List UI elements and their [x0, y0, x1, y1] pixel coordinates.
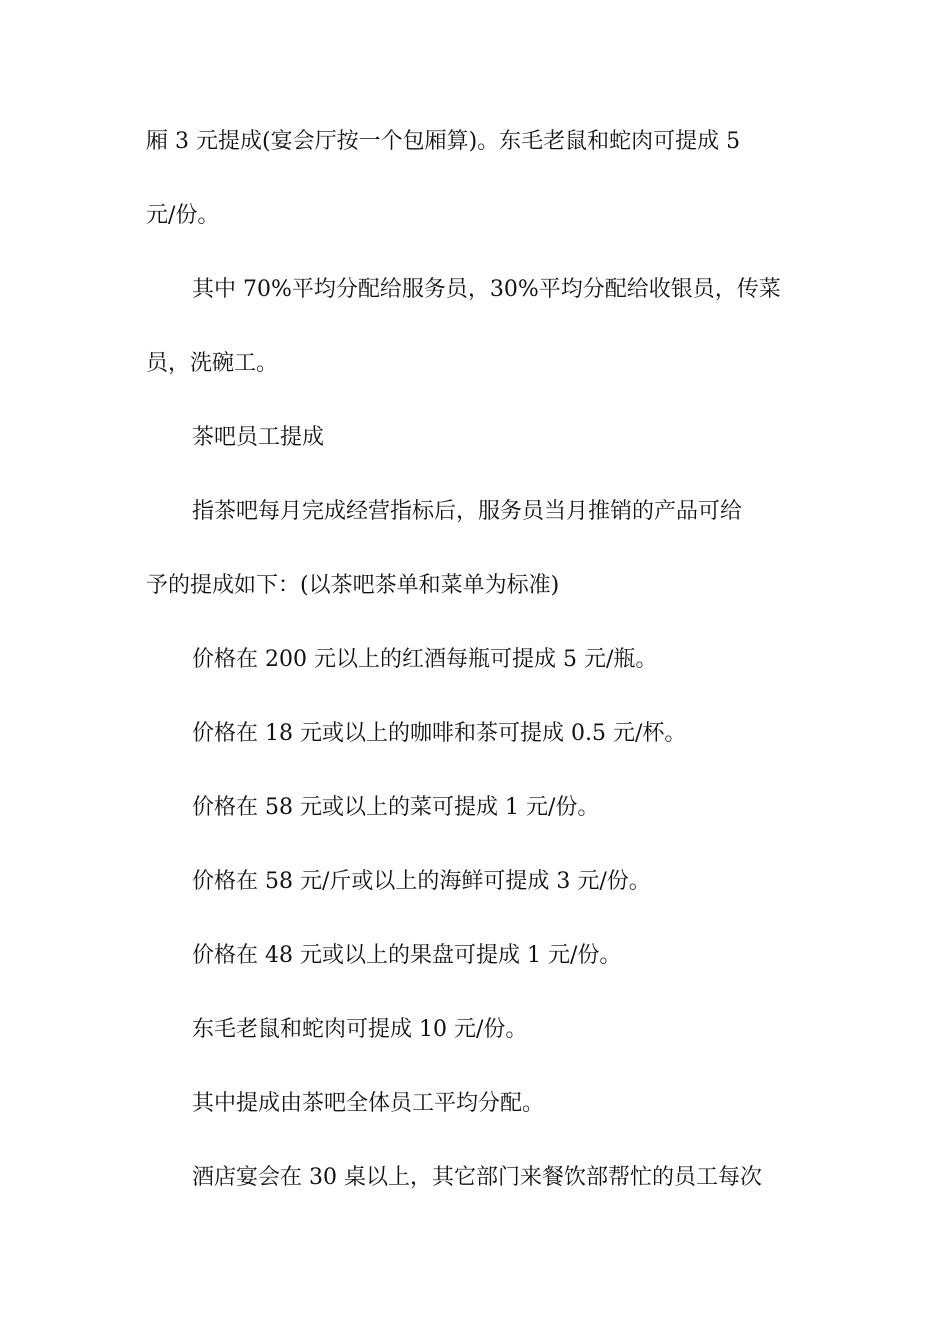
text-line: 茶吧员工提成 [192, 425, 325, 450]
text-line: 厢 3 元提成(宴会厅按一个包厢算)。东毛老鼠和蛇肉可提成 5 [146, 129, 741, 154]
paragraph-4 [146, 500, 810, 648]
text-line: 价格在 48 元或以上的果盘可提成 1 元/份。 [192, 943, 622, 968]
text-line: 价格在 18 元或以上的咖啡和茶可提成 0.5 元/杯。 [192, 721, 687, 746]
text-line: 元/份。 [146, 203, 220, 228]
text-line: 东毛老鼠和蛇肉可提成 10 元/份。 [192, 1017, 528, 1042]
paragraph-1 [146, 130, 810, 278]
text-line: 指茶吧每月完成经营指标后，服务员当月推销的产品可给 [192, 499, 743, 524]
paragraph-8 [146, 870, 810, 944]
paragraph-11 [146, 1092, 810, 1166]
text-line: 价格在 58 元或以上的菜可提成 1 元/份。 [192, 795, 600, 820]
text-line: 价格在 200 元以上的红酒每瓶可提成 5 元/瓶。 [192, 647, 658, 672]
document-body [146, 130, 810, 1240]
text-line: 其中 70%平均分配给服务员，30%平均分配给收银员，传菜 [192, 277, 781, 302]
paragraph-10 [146, 1018, 810, 1092]
paragraph-5 [146, 648, 810, 722]
text-line: 员，洗碗工。 [146, 351, 279, 376]
paragraph-12 [146, 1166, 810, 1240]
paragraph-9 [146, 944, 810, 1018]
paragraph-6 [146, 722, 810, 796]
paragraph-2 [146, 278, 810, 426]
section-heading [146, 426, 810, 500]
text-line: 酒店宴会在 30 桌以上，其它部门来餐饮部帮忙的员工每次 [192, 1165, 762, 1190]
paragraph-7 [146, 796, 810, 870]
text-line: 其中提成由茶吧全体员工平均分配。 [192, 1091, 545, 1116]
text-line: 予的提成如下：(以茶吧茶单和菜单为标准) [146, 573, 560, 598]
text-line: 价格在 58 元/斤或以上的海鲜可提成 3 元/份。 [192, 869, 651, 894]
